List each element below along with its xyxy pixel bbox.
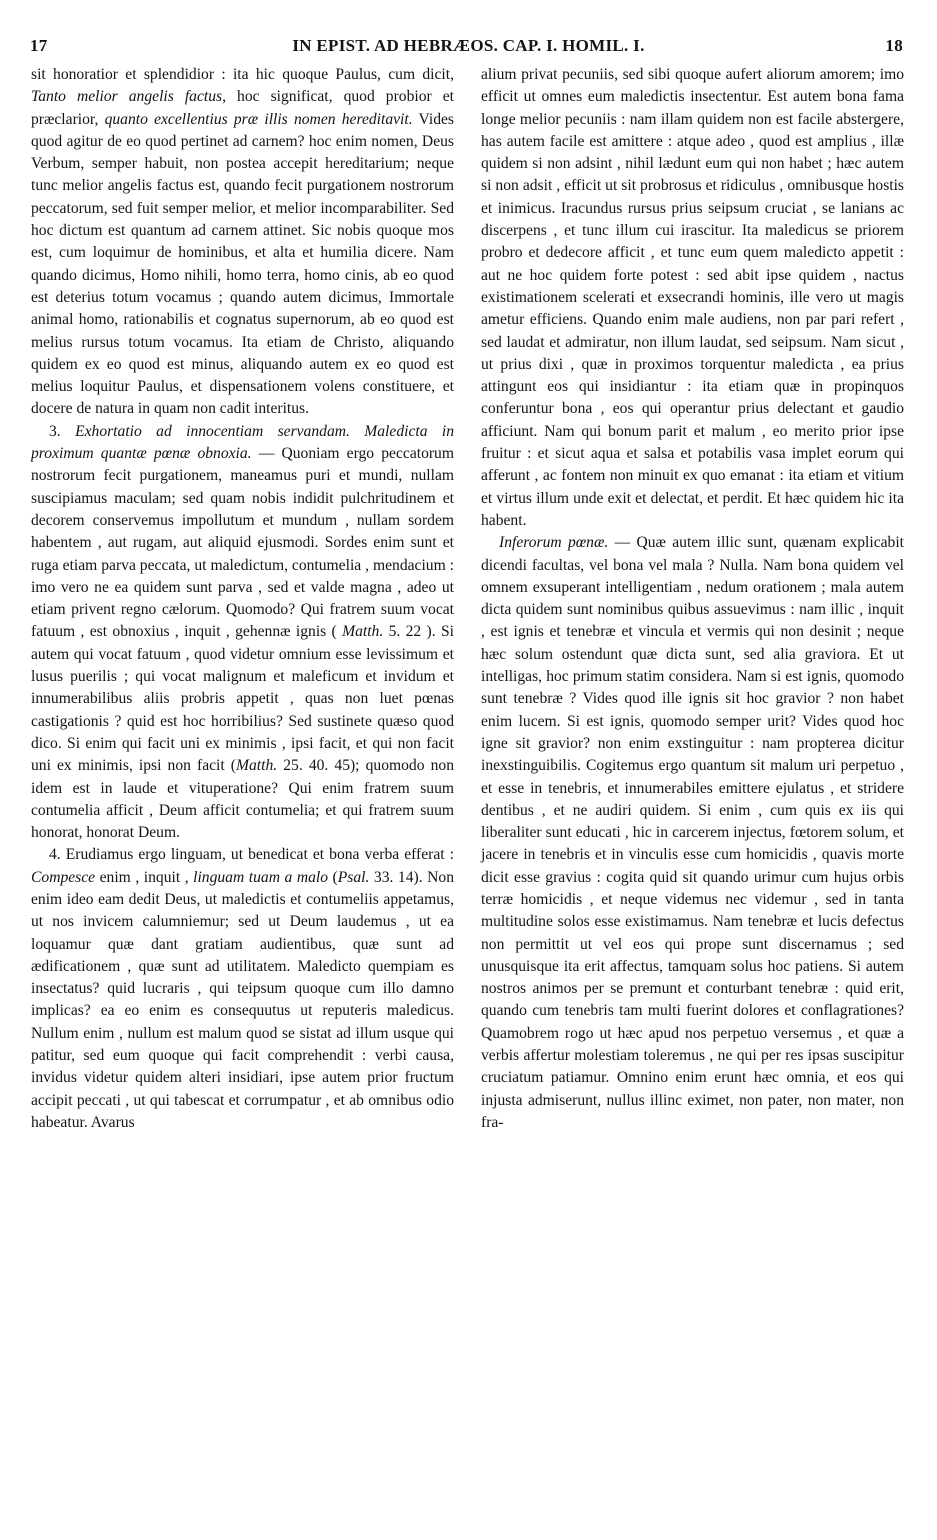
text-run: (	[328, 868, 338, 886]
paragraph-section-4	[31, 844, 454, 1134]
paragraph	[481, 64, 904, 532]
paragraph-inferorum	[481, 532, 904, 1134]
scripture-quote: linguam tuam a malo	[193, 868, 329, 886]
text-run: 25. 40. 45); quomodo non idem est in laude et vituperatione? Qui enim fratrem suum contumelia afficit , Deum afficit contumelia; et qui fratrem suum honorat, honorat Deum.	[31, 757, 454, 842]
text-run: 33. 14). Non enim ideo eam dedit Deus, ut maledictis et contumeliis appetamus, ut nos invicem calumniemur; sed ut Deum laudemus , ut ea loquamur quæ dant gratiam audientibus, quæ sunt ad ædificationem , quæ sunt ad utilitatem. Maledicto quempiam es insectatus? quid lucraris , qui teipsum quoque cum illo damno implicas? ea eo enim es consequutus ut reputeris maledicus. Nullum enim , nullum est malum quod se sistat ad illum usque qui patitur, sed eum quoque qui facit comprehendit : verbi causa, invidus videtur quidem alteri insidiari, ipse autem prior fructum accipit peccati , ut qui tabescat et corrumpatur , et ab omnibus odio habeatur. Avarus	[31, 868, 455, 1131]
running-header	[30, 36, 907, 58]
paragraph	[31, 64, 454, 421]
text-run: — Quæ autem illic sunt, quænam explicabit dicendi facultas, vel bona vel mala ? Nulla. Nam bona quidem vel omnem exsuperant intelligentiam , nedum orationem ; mala autem dicta quidem sunt nominibus quibus assuevimus : nam illic , inquit , est ignis et tenebræ et vincula et vermis qui non desinit ; neque hæc solum ostendunt quæ dicta sunt, sed alia graviora. Et ut intelligas, hoc primum statim considera. Nam si est ignis, quomodo sunt tenebræ ? Vides quod ille ignis sit hoc gravior ? non habet enim lucem. Si est ignis, quomodo semper urit? Vides quod hoc igne sit gravior? non enim exstinguitur : nam propterea dicitur inexstinguibilis. Cogitemus ergo quantum sit malum uri perpetuo , et esse in tenebris, et innumerabiles emittere ejulatus , et stridere dentibus , et ne audiri quidem. Si enim , cum quis ex iis qui liberaliter sunt educati , hic in carcerem injectus, fœtorem solum, et jacere in tenebris et in vinculis esse cum homicidis , quavis morte dicit esse gravius : cogita quid sit quando urimur cum hujus orbis terræ homicidis , et neque videmus nec videmur , sed in tanta multitudine solos esse existimamus. Nam tenebræ et lucis defectus non permittit ut vel eos qui prope sunt discernamus ; sed unusquisque ita erit affectus, tamquam solus hoc patiens. Si autem nostros animos per se premunt et conturbant tenebræ : quid erit, quando cum tenebris tam multi fuerint dolores et conflagrationes? Quamobrem rogo ut hæc apud nos perpetuo versemus , et quæ a verbis affertur molestiam toleremus , ne qui per res ipsas suscipitur cruciatum patiamur. Omnino enim erunt hæc omnia, et eos qui injusta admiserunt, nullus illinc eximet, non pater, non mater, non fra-	[481, 534, 904, 1131]
scripture-reference: Matth.	[342, 623, 384, 641]
scripture-reference: Psal.	[337, 868, 370, 886]
page-number-left: 17	[30, 36, 48, 55]
scripture-quote: Tanto melior angelis factus,	[31, 88, 226, 106]
right-column	[481, 64, 904, 1134]
text-run: — Quoniam ergo peccatorum nostrorum fecit purgationem, maneamus puri et mundi, nullam suscipiamus maculam; sed quam nobis indidit pulchritudinem et decorem conservemus impollutum et mundum , nullam sordem habentem , aut rugam, aut aliquid ejusmodi. Sordes enim sunt et ruga etiam parva peccata, ut maledictum, contumelia , mendacium : imo vero ne ea quidem sunt parva , sed et valde magna , adeo ut etiam privent regno cælorum. Quomodo? Qui fratrem suum vocat fatuum , est obnoxius , inquit , gehennæ ignis (	[31, 445, 454, 641]
scripture-quote: Compesce	[31, 868, 96, 886]
text-run: enim , inquit ,	[95, 868, 194, 886]
text-run: sit honoratior et splendidior : ita hic quoque Paulus, cum dicit,	[31, 66, 454, 83]
running-title: IN EPIST. AD HEBRÆOS. CAP. I. HOMIL. I.	[292, 36, 645, 55]
section-number: 3.	[49, 422, 76, 440]
section-title: Inferorum pœnæ.	[499, 534, 609, 552]
text-run: 5. 22 ). Si autem qui vocat fatuum , quod videtur omnium esse levissimum et lusus puerilis ; qui vocat malignum et maleficum et invidum et innumerabilibus aliis probris appetit , quas non luet pœnas castigationis ? quid est hoc horribilius? Sed sustinete quæso quod dico. Si enim qui facit uni ex minimis , ipsi facit, et qui non facit uni ex minimis, ipsi non facit (	[31, 623, 454, 775]
text-run: hoc significat, quod probior et præclarior,	[31, 88, 454, 128]
text-run: 4. Erudiamus ergo linguam, ut benedicat et bona verba efferat :	[49, 846, 454, 864]
paragraph-section-3	[31, 421, 454, 845]
section-title: Exhortatio ad innocentiam servandam. Maledicta in proximum quantæ pœnæ obnoxia.	[31, 422, 454, 463]
text-run: Vides quod agitur de eo quod pertinet ad carnem? hoc enim nomen, Deus Verbum, semper habuit, non postea accepit hereditarium; neque tunc melior angelis factus est, quando fecit purgationem nostrorum peccatorum, sed fuit semper melior, et melior incomparabiliter. Sed hoc dictum est quantum ad carnem attinet. Sic nobis quoque mos est, cum loquimur de hominibus, et alta et humilia dicere. Nam quando dicimus, Homo nihili, homo terra, homo cinis, ab eo quod est deterius totum vocamus ; quando autem dicimus, Immortale animal homo, rationabilis et cognatus supernorum, ab eo quod est melius rursus totum vocamus. Ita etiam de Christo, aliquando quidem ex eo quod est minus, aliquando autem ex eo quod est melius loquitur Paulus, et dispensationem volens constituere, et docere de natura in quam non cadit interitus.	[31, 110, 454, 418]
text-run: alium privat pecuniis, sed sibi quoque aufert aliorum amorem; imo efficit ut omnes eum maledictis insectentur. Est autem bona fama longe melior pecuniis : nam illam quidem non est facile abstergere, has autem facile est amittere : atque adeo , quod est amplius , illæ quidem si non adsint , nihil lædunt eum qui non habet ; hæc autem si non adsit , efficit ut sit probrosus et ridiculus , omnibusque hostis et inimicus. Iracundus rursus prius seipsum cruciat , se lanians ac discerpens , et tunc illum cui irascitur. Ita maledicus se priorem probro et dedecore afficit , et tunc eum quem maledicto appetit : aut ne hoc quidem forte potest : sed abit ipse quidem , nactus existimationem scelerati et exsecrandi hominis, ille vero ut magis ametur efficiens. Quando enim male audiens, non par pari refert , sed laudat et admiratur, non illum laudat, sed seipsum. Nam sicut , ut prius dixi , quæ in proximos torquentur maledicta , ea prius attingunt eos qui insidiantur : ita etiam quæ in propinquos conferuntur bona , eos qui operantur prius delectant et gaudio afficiunt. Nam qui bonum parit et malum , eo merito prior ipse fruitur : et sicut aqua et salsa et potabilis vasa implet eorum qui afferunt , ac fontem non minuit ex quo emanat : ita etiam et vitium et virtus illum unde exit et delectat, et perdit. Et hæc quidem hic ita habent.	[481, 66, 904, 529]
scripture-reference: Matth.	[236, 757, 278, 775]
page-number-right: 18	[885, 36, 903, 55]
scripture-quote: quanto excellentius præ illis nomen hereditavit.	[104, 110, 413, 128]
left-column	[31, 64, 454, 1134]
